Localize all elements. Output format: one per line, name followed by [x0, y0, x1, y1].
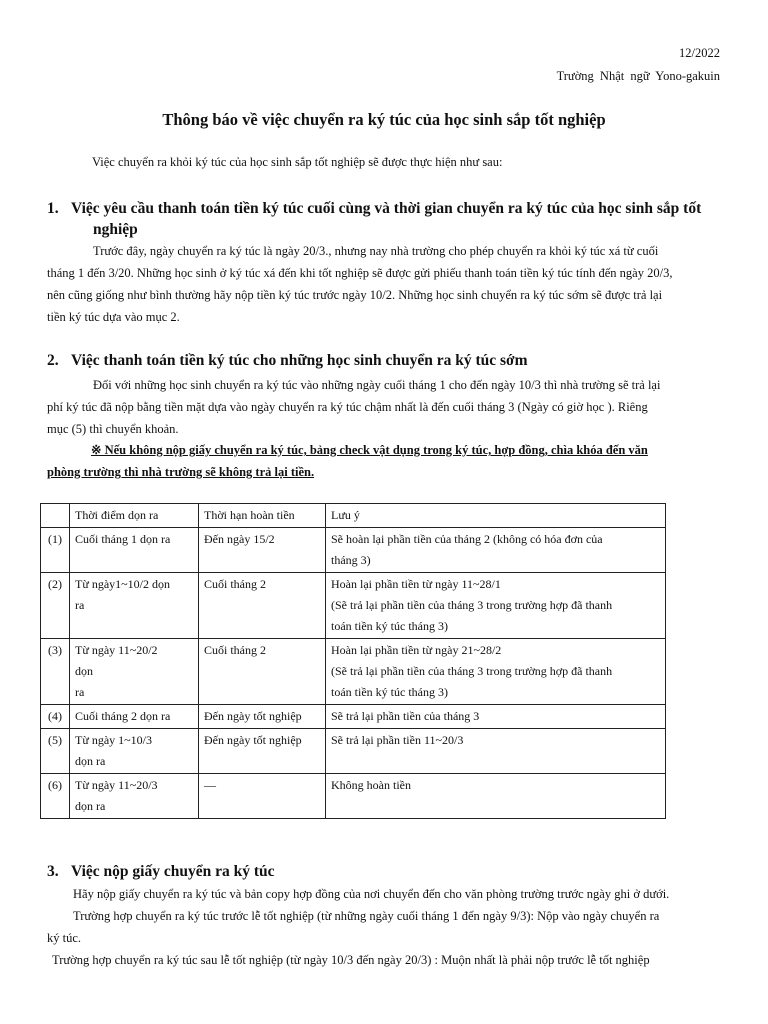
section-3-heading [47, 861, 727, 882]
section-3-line: Trường hợp chuyển ra ký túc sau lễ tốt nghiệp (từ ngày 10/3 đến ngày 20/3) : Muộn nhất là phải nộp trước lễ tốt nghiệp [52, 953, 650, 967]
row-number-cell: (4) [41, 705, 70, 729]
move-out-time-cell [70, 573, 199, 639]
section-heading-text: Việc yêu cầu thanh toán tiền ký túc cuối cùng và thời gian chuyển ra ký túc của học sinh sắp tốt [71, 200, 702, 217]
section-heading-continuation: nghiệp [93, 221, 138, 238]
note-line: phòng trường thì nhà trường sẽ không trả lại tiền. [47, 465, 315, 479]
table-row [41, 639, 666, 705]
cell-line: (Sẽ trả lại phần tiền của tháng 3 trong trường hợp đã thanh [331, 664, 613, 678]
table-header-cell: Thời hạn hoàn tiền [199, 504, 326, 528]
section-number: 2. [47, 352, 59, 369]
table-row [41, 528, 666, 573]
table-header-cell: Thời điểm dọn ra [70, 504, 199, 528]
paragraph-line: tháng 1 đến 3/20. Những học sinh ở ký túc xá đến khi tốt nghiệp sẽ được gửi phiếu thanh toán tiền ký túc tính đến ngày 20/3, [47, 266, 673, 280]
refund-deadline-cell: Đến ngày tốt nghiệp [199, 729, 326, 774]
cell-line: Sẽ trả lại phần tiền của tháng 3 [331, 709, 480, 723]
move-out-time-cell [70, 528, 199, 573]
cell-line: Từ ngày 1~10/3 [75, 733, 152, 747]
cell-line: toán tiền ký túc tháng 3) [331, 685, 448, 699]
cell-line: Từ ngày 11~20/2 [75, 643, 158, 657]
table-header-row [41, 504, 666, 528]
cell-line: tháng 3) [331, 553, 371, 567]
table-row [41, 705, 666, 729]
refund-note-cell [326, 528, 666, 573]
cell-line: dọn [75, 664, 93, 678]
section-heading-text: Việc nộp giấy chuyển ra ký túc [71, 863, 275, 880]
move-out-time-cell [70, 705, 199, 729]
move-out-time-cell [70, 729, 199, 774]
paragraph-line: Trước đây, ngày chuyển ra ký túc là ngày 20/3., nhưng nay nhà trường cho phép chuyển ra khỏi ký túc xá từ cuối [93, 244, 659, 258]
refund-note-cell [326, 705, 666, 729]
refund-deadline-cell: Cuối tháng 2 [199, 639, 326, 705]
paragraph-line: phí ký túc đã nộp bằng tiền mặt dựa vào ngày chuyển ra ký túc chậm nhất là đến cuối tháng 3 (Ngày có giờ học ). Riêng [47, 400, 648, 414]
cell-line: (Sẽ trả lại phần tiền của tháng 3 trong trường hợp đã thanh [331, 598, 613, 612]
cell-line: ra [75, 598, 85, 612]
refund-note-cell [326, 774, 666, 819]
cell-line: toán tiền ký túc tháng 3) [331, 619, 448, 633]
intro-text: Việc chuyển ra khỏi ký túc của học sinh sắp tốt nghiệp sẽ được thực hiện như sau: [92, 155, 503, 169]
refund-deadline-cell: Đến ngày 15/2 [199, 528, 326, 573]
refund-note-cell [326, 639, 666, 705]
cell-line: Sẽ trả lại phần tiền 11~20/3 [331, 733, 464, 747]
section-3-line: Hãy nộp giấy chuyển ra ký túc và bản copy hợp đồng của nơi chuyển đến cho văn phòng trường trước ngày ghi ở dưới. [73, 887, 670, 901]
row-number-cell: (3) [41, 639, 70, 705]
section-1-heading [47, 198, 727, 240]
cell-line: Từ ngày1~10/2 dọn [75, 577, 170, 591]
cell-line: Từ ngày 11~20/3 [75, 778, 158, 792]
cell-line: Hoàn lại phần tiền từ ngày 21~28/2 [331, 643, 502, 657]
refund-note-cell [326, 729, 666, 774]
move-out-time-cell [70, 774, 199, 819]
refund-deadline-cell: — [199, 774, 326, 819]
row-number-cell: (6) [41, 774, 70, 819]
cell-line: dọn ra [75, 754, 106, 768]
move-out-time-cell [70, 639, 199, 705]
table-row [41, 729, 666, 774]
paragraph-line: tiền ký túc dựa vào mục 2. [47, 310, 180, 324]
refund-note-cell [326, 573, 666, 639]
cell-line: Sẽ hoàn lại phần tiền của tháng 2 (không có hóa đơn của [331, 532, 603, 546]
section-2-heading [47, 350, 727, 371]
paragraph-line: mục (5) thì chuyển khoản. [47, 422, 179, 436]
school-name: Trường Nhật ngữ Yono-gakuin [556, 69, 720, 83]
cell-line: ra [75, 685, 85, 699]
table-row [41, 573, 666, 639]
section-3-line: ký túc. [47, 931, 82, 945]
paragraph-line: nên cũng giống như bình thường hãy nộp tiền ký túc trước ngày 10/2. Những học sinh chuyển ra ký túc sớm sẽ được trả lại [47, 288, 663, 302]
cell-line: Hoàn lại phần tiền từ ngày 11~28/1 [331, 577, 501, 591]
cell-line: Không hoàn tiền [331, 778, 411, 792]
section-3-line: Trường hợp chuyển ra ký túc trước lễ tốt nghiệp (từ những ngày cuối tháng 1 đến ngày 9/3): Nộp vào ngày chuyển ra [73, 909, 660, 923]
refund-deadline-cell: Cuối tháng 2 [199, 573, 326, 639]
table-header-cell: Lưu ý [326, 504, 666, 528]
refund-schedule-table [40, 503, 666, 819]
section-2-paragraph [47, 374, 723, 440]
section-heading-text: Việc thanh toán tiền ký túc cho những học sinh chuyển ra ký túc sớm [71, 352, 528, 369]
cell-line: Cuối tháng 2 dọn ra [75, 709, 171, 723]
note-line: ※ Nếu không nộp giấy chuyển ra ký túc, bảng check vật dụng trong ký túc, hợp đồng, chìa khóa đến văn [91, 443, 648, 457]
row-number-cell: (1) [41, 528, 70, 573]
refund-warning-note [47, 439, 723, 483]
row-number-cell: (2) [41, 573, 70, 639]
document-title: Thông báo về việc chuyển ra ký túc của học sinh sắp tốt nghiệp [162, 110, 606, 129]
section-number: 3. [47, 863, 59, 880]
cell-line: dọn ra [75, 799, 106, 813]
document-date: 12/2022 [679, 46, 720, 60]
section-1-paragraph [47, 240, 723, 328]
cell-line: Cuối tháng 1 dọn ra [75, 532, 171, 546]
section-number: 1. [47, 200, 59, 217]
refund-deadline-cell: Đến ngày tốt nghiệp [199, 705, 326, 729]
row-number-cell: (5) [41, 729, 70, 774]
table-row [41, 774, 666, 819]
table-header-cell [41, 504, 70, 528]
paragraph-line: Đối với những học sinh chuyển ra ký túc vào những ngày cuối tháng 1 cho đến ngày 10/3 thì nhà trường sẽ trả lại [93, 378, 661, 392]
